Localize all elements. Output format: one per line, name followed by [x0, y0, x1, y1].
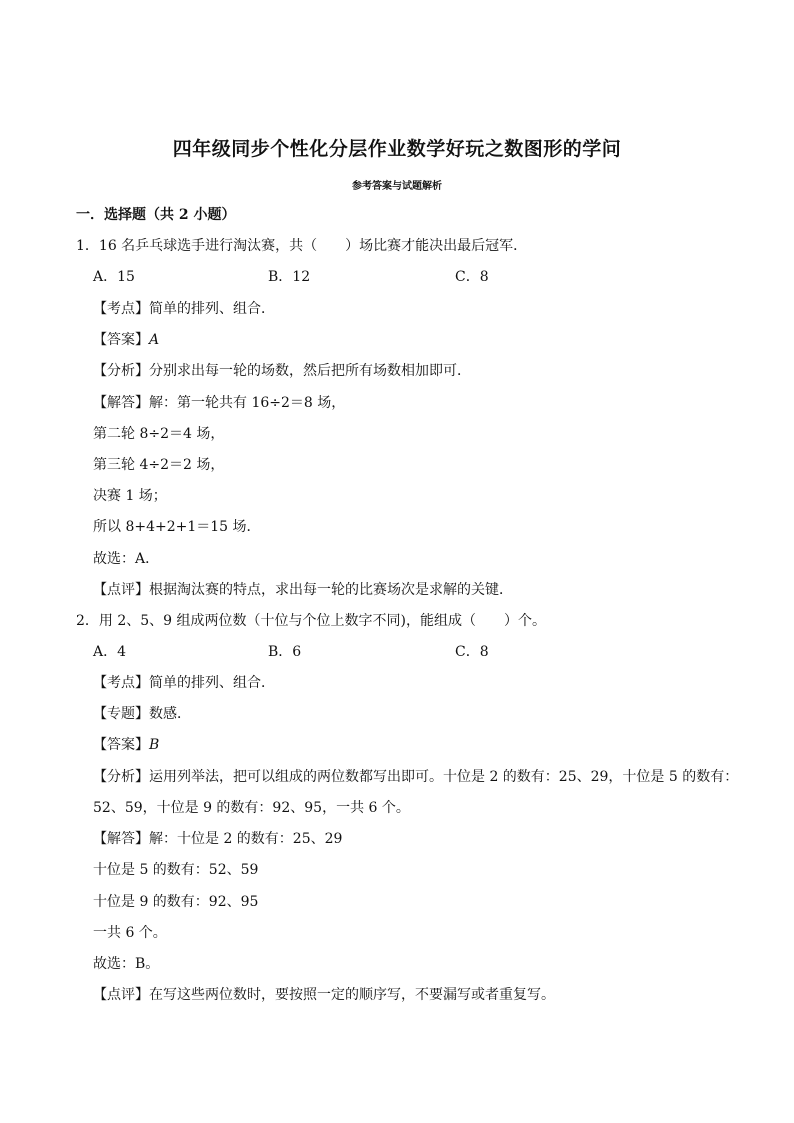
question-1-option-c: C．8 — [455, 269, 489, 285]
solution-tag: 【解答】 — [93, 831, 149, 847]
solution-text: 解：十位是 2 的数有：25、29 — [149, 831, 343, 847]
comment-tag: 【点评】 — [93, 987, 149, 1003]
answer-text: B — [149, 737, 160, 753]
page-title: 四年级同步个性化分层作业数学好玩之数图形的学问 — [172, 138, 622, 160]
section-heading: 一．选择题（共 2 小题） — [76, 207, 236, 223]
question-2-step: 十位是 9 的数有：92、95 — [93, 894, 259, 910]
question-2-solution — [93, 830, 342, 848]
question-1-comment — [93, 581, 513, 599]
question-2-stem: 2．用 2、5、9 组成两位数（十位与个位上数字不同)，能组成（ ）个。 — [76, 613, 546, 629]
question-2-step: 故选：B。 — [93, 956, 160, 972]
question-2-analysis-continued: 52、59，十位是 9 的数有：92、95，一共 6 个。 — [93, 800, 410, 816]
solution-text: 解：第一轮共有 16÷2＝8 场， — [149, 395, 346, 411]
analysis-tag: 【分析】 — [93, 769, 149, 785]
solution-tag: 【解答】 — [93, 395, 149, 411]
question-2-answer — [93, 736, 159, 754]
kaodian-tag: 【考点】 — [93, 301, 149, 317]
question-1-step: 决赛 1 场； — [93, 488, 167, 504]
question-2-analysis — [93, 768, 738, 786]
question-1-option-a: A．15 — [93, 269, 135, 285]
comment-text: 根据淘汰赛的特点，求出每一轮的比赛场次是求解的关键． — [149, 582, 513, 598]
kaodian-text: 简单的排列、组合． — [149, 675, 275, 691]
question-2-step: 一共 6 个。 — [93, 925, 167, 941]
answer-tag: 【答案】 — [93, 737, 149, 753]
kaodian-tag: 【考点】 — [93, 675, 149, 691]
question-1-kaodian — [93, 300, 275, 318]
question-1-analysis — [93, 362, 471, 380]
topic-tag: 【专题】 — [93, 706, 149, 722]
question-1-step: 故选：A． — [93, 551, 160, 567]
question-2-option-b: B．6 — [268, 644, 302, 660]
question-2-kaodian — [93, 674, 275, 692]
comment-tag: 【点评】 — [93, 582, 149, 598]
question-1-step: 所以 8+4+2+1＝15 场． — [93, 519, 261, 535]
question-1-solution — [93, 394, 345, 412]
question-1-step: 第三轮 4÷2＝2 场， — [93, 457, 225, 473]
topic-text: 数感． — [149, 706, 191, 722]
kaodian-text: 简单的排列、组合． — [149, 301, 275, 317]
question-1-step: 第二轮 8÷2＝4 场， — [93, 426, 225, 442]
question-2-comment — [93, 986, 555, 1004]
analysis-text: 运用列举法，把可以组成的两位数都写出即可。十位是 2 的数有：25、29，十位是 5 的数有： — [149, 769, 739, 785]
question-2-step: 十位是 5 的数有：52、59 — [93, 862, 259, 878]
question-1-answer — [93, 331, 159, 349]
question-2-topic — [93, 705, 191, 723]
comment-text: 在写这些两位数时，要按照一定的顺序写，不要漏写或者重复写。 — [149, 987, 555, 1003]
answer-text: A — [149, 332, 160, 348]
page-subtitle: 参考答案与试题解析 — [352, 181, 442, 192]
answer-tag: 【答案】 — [93, 332, 149, 348]
analysis-tag: 【分析】 — [93, 363, 149, 379]
analysis-text: 分别求出每一轮的场数，然后把所有场数相加即可． — [149, 363, 471, 379]
question-2-option-c: C．8 — [455, 644, 489, 660]
question-2-option-a: A．4 — [93, 644, 127, 660]
question-1-option-b: B．12 — [268, 269, 311, 285]
question-1-stem: 1．16 名乒乓球选手进行淘汰赛，共（ ）场比赛才能决出最后冠军． — [76, 238, 528, 254]
